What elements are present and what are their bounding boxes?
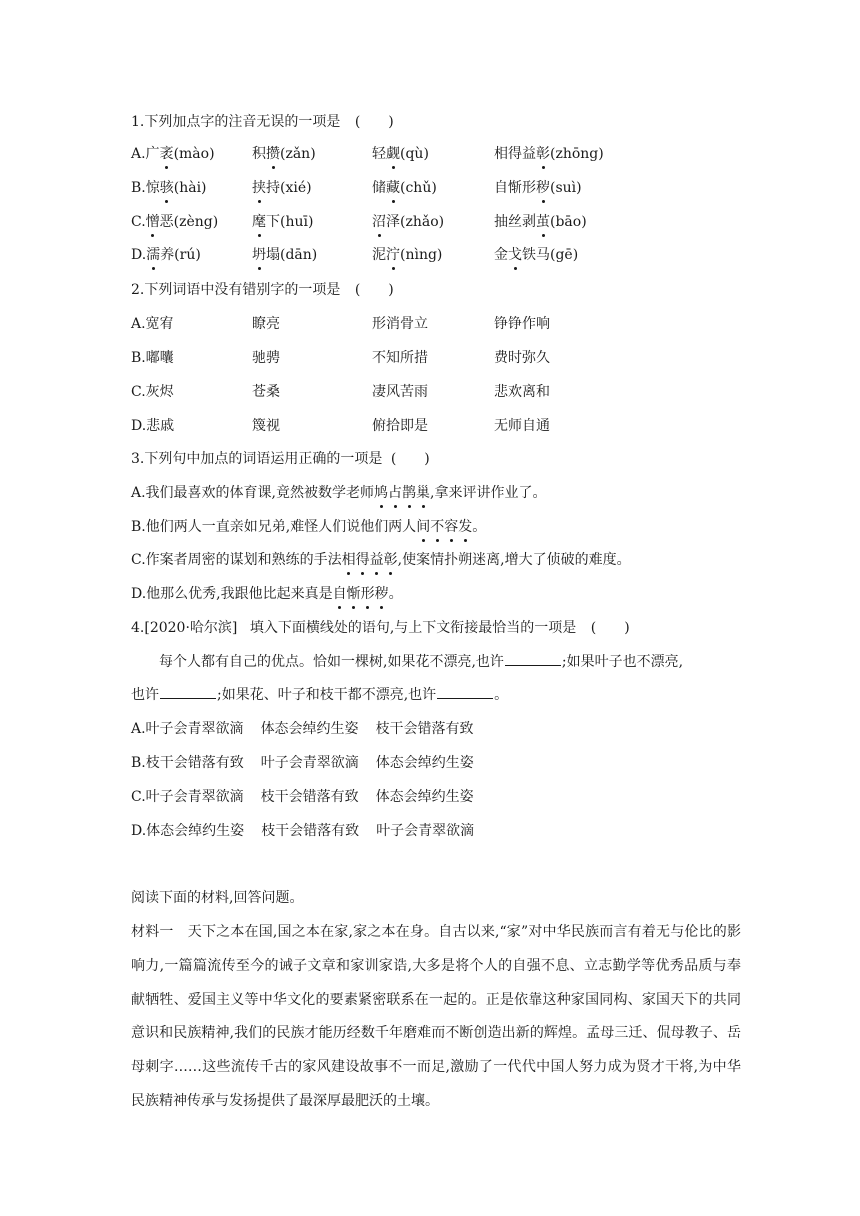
dotted-char: 益: [370, 549, 384, 571]
item-prefix: 储: [372, 180, 386, 196]
item-pinyin: (qù): [400, 146, 429, 162]
dotted-char: 间: [416, 516, 430, 538]
dotted-char: 觑: [386, 143, 400, 165]
option-word: 形消骨立: [372, 316, 428, 332]
dotted-char: 骇: [160, 177, 174, 199]
question-3-stem: [131, 448, 430, 470]
dotted-char: 藏: [386, 177, 400, 199]
option-item: [372, 211, 444, 233]
option-word: 苍桑: [252, 384, 280, 400]
answer-paren: ( ): [354, 114, 394, 130]
dotted-char: 形: [361, 583, 375, 605]
fill-blank-3: [437, 684, 493, 699]
option-row-B: [131, 516, 486, 538]
dotted-char: 坍: [252, 244, 266, 266]
item-pinyin: (zǎn): [280, 146, 316, 162]
option-row-D: [131, 820, 474, 842]
option-item: [494, 177, 582, 199]
dotted-char: 戈: [508, 244, 522, 266]
dotted-char: 自: [333, 583, 347, 605]
question-1-text: 1.下列加点字的注音无误的一项是: [131, 114, 341, 130]
option-word: 驰骋: [252, 350, 280, 366]
option-word: 悲欢离和: [494, 384, 550, 400]
option-item: [131, 211, 218, 233]
option-phrase: 枝干会错落有致: [261, 823, 360, 839]
option-item: [494, 211, 587, 233]
item-prefix: B.惊: [131, 180, 160, 196]
option-word: B.嘟囔: [131, 350, 174, 366]
dotted-char: 麾: [252, 211, 266, 233]
item-pinyin: (mào): [173, 146, 215, 162]
option-row-A: [131, 482, 546, 504]
option-word: 凄风苦雨: [372, 384, 428, 400]
item-pinyin: (suì): [550, 180, 582, 196]
item-prefix: A.广: [131, 146, 160, 162]
dotted-char: 秽: [536, 177, 550, 199]
option-word: D.悲戚: [131, 418, 175, 434]
question-4-source: 4.[2020·哈尔滨]: [131, 620, 238, 636]
dotted-char: 茧: [536, 211, 550, 233]
dotted-char: 彰: [384, 549, 398, 571]
item-pinyin: 持(xié): [266, 180, 312, 196]
option-phrase: 叶子会青翠欲滴: [260, 755, 359, 771]
dotted-char: 不: [430, 516, 444, 538]
option-row-B: [131, 752, 474, 774]
question-2-text: 2.下列词语中没有错别字的一项是: [131, 282, 341, 298]
dotted-char: 秽: [375, 583, 389, 605]
sentence-after: 。: [388, 586, 403, 602]
question-4-stem: [131, 617, 630, 639]
option-word: 瞭亮: [252, 316, 280, 332]
answer-paren: ( ): [354, 282, 394, 298]
option-item: [252, 244, 317, 266]
option-item: [131, 143, 215, 165]
item-prefix: 相得益: [494, 146, 536, 162]
item-pinyin: (chǔ): [400, 180, 437, 196]
sentence-before: B.他们两人一直亲如兄弟,难怪人们说他们两人: [131, 519, 417, 535]
item-prefix: 积: [252, 146, 266, 162]
passage-line-2: 也许 ;如果花、叶子和枝干都不漂亮,也许 。: [131, 684, 508, 706]
item-pinyin: 铁马(gē): [522, 247, 579, 263]
dotted-char: 巢: [416, 482, 430, 504]
option-word: C.灰烬: [131, 384, 174, 400]
option-row-C: [131, 549, 631, 571]
dotted-char: 鸠: [374, 482, 388, 504]
option-word: 篾视: [252, 418, 280, 434]
material-1-paragraph: 材料一 天下之本在国,国之本在家,家之本在身。自古以来,“家”对中华民族而言有着无与伦比的影响力,一篇篇流传至今的诫子文章和家训家诰,大多是将个人的自强不息、立志勤学等优秀品质与奉献牺牲、爱国主义等中华文化的要素紧密联系在一起的。正是依靠这种家国同构、家国天下的共同意识和民族精神,我们的民族才能历经数千年磨难而不断创造出新的辉煌。孟母三迁、侃母教子、岳母刺字……这些流传千古的家风建设故事不一而足,激励了一代代中国人努力成为贤才干将,为中华民族精神传承与发扬提供了最深厚最肥沃的土壤。: [131, 924, 741, 1109]
option-phrase: B.枝干会错落有致: [131, 755, 244, 771]
sentence-before: A.我们最喜欢的体育课,竟然被数学老师: [131, 485, 375, 501]
option-item: [131, 244, 201, 266]
item-pinyin: 恶(zèng): [159, 214, 219, 230]
option-row-A: [131, 718, 474, 740]
dotted-char: 发: [458, 516, 472, 538]
option-word: 不知所措: [372, 350, 428, 366]
dotted-char: 得: [356, 549, 370, 571]
option-phrase: D.体态会绰约生姿: [131, 823, 245, 839]
sentence-after: 。: [472, 519, 487, 535]
item-pinyin: (hài): [173, 180, 207, 196]
item-pinyin: 养(rú): [160, 247, 201, 263]
sentence-before: D.他那么优秀,我跟他比起来真是: [131, 586, 333, 602]
dotted-char: 相: [342, 549, 356, 571]
option-word: 无师自通: [494, 418, 550, 434]
option-phrase: 叶子会青翠欲滴: [376, 823, 475, 839]
dotted-phrase: [374, 485, 430, 501]
option-item: [131, 177, 207, 199]
dotted-char: 濡: [146, 244, 160, 266]
question-2-stem: [131, 279, 394, 301]
item-prefix: 泥: [372, 247, 386, 263]
answer-paren: ( ): [590, 620, 630, 636]
dotted-char: 挟: [252, 177, 266, 199]
item-pinyin: 下(huī): [266, 214, 314, 230]
dotted-char: 攒: [266, 143, 280, 165]
item-pinyin: (zhōng): [550, 146, 604, 162]
dotted-phrase: [333, 586, 389, 602]
dotted-phrase: [342, 552, 398, 568]
option-phrase: 枝干会错落有致: [260, 789, 359, 805]
option-word: 费时弥久: [494, 350, 550, 366]
fill-blank-1: [505, 651, 561, 666]
item-pinyin: 塌(dān): [266, 247, 318, 263]
option-item: [494, 143, 604, 165]
reading-intro: 阅读下面的材料,回答问题。: [131, 890, 304, 906]
option-item: [494, 244, 578, 266]
option-phrase: 体态会绰约生姿: [260, 721, 359, 737]
item-pinyin: 泽(zhǎo): [386, 214, 445, 230]
option-phrase: 体态会绰约生姿: [375, 789, 474, 805]
item-pinyin: (bāo): [550, 214, 587, 230]
dotted-char: 惭: [347, 583, 361, 605]
dotted-char: 泞: [386, 244, 400, 266]
dotted-char: 容: [444, 516, 458, 538]
sentence-after: ,使案情扑朔迷离,增大了侦破的难度。: [397, 552, 631, 568]
fill-blank-2: [160, 684, 216, 699]
dotted-char: 憎: [146, 211, 160, 233]
item-prefix: 抽丝剥: [494, 214, 536, 230]
option-item: [252, 211, 313, 233]
passage-line-1: 每个人都有自己的优点。恰如一棵树,如果花不漂亮,也许 ;如果叶子也不漂亮,: [159, 651, 683, 673]
option-word: 铮铮作响: [494, 316, 550, 332]
option-item: [252, 177, 312, 199]
dotted-char: 沼: [372, 211, 386, 233]
sentence-after: ,拿来评讲作业了。: [430, 485, 547, 501]
dotted-phrase: [416, 519, 472, 535]
answer-paren: ( ): [390, 451, 430, 467]
option-phrase: 枝干会错落有致: [375, 721, 474, 737]
option-row-D: [131, 583, 403, 605]
option-word: A.宽宥: [131, 316, 174, 332]
option-phrase: 体态会绰约生姿: [375, 755, 474, 771]
question-4-text: 填入下面横线处的语句,与上下文衔接最恰当的一项是: [249, 620, 577, 636]
item-prefix: C.: [131, 214, 146, 230]
option-item: [372, 244, 442, 266]
option-row-C: [131, 786, 474, 808]
option-word: 俯拾即是: [372, 418, 428, 434]
question-3-text: 3.下列句中加点的词语运用正确的一项是: [131, 451, 383, 467]
option-phrase: A.叶子会青翠欲滴: [131, 721, 244, 737]
question-1-stem: [131, 111, 394, 133]
item-prefix: 轻: [372, 146, 386, 162]
option-item: [372, 143, 429, 165]
option-phrase: C.叶子会青翠欲滴: [131, 789, 244, 805]
item-prefix: 金: [494, 247, 508, 263]
item-prefix: D.: [131, 247, 147, 263]
item-pinyin: (nìng): [400, 247, 443, 263]
dotted-char: 鹊: [402, 482, 416, 504]
item-prefix: 自惭形: [494, 180, 536, 196]
option-item: [372, 177, 437, 199]
dotted-char: 彰: [536, 143, 550, 165]
option-item: [252, 143, 316, 165]
dotted-char: 占: [388, 482, 402, 504]
sentence-before: C.作案者周密的谋划和熟练的手法: [131, 552, 342, 568]
dotted-char: 袤: [160, 143, 174, 165]
